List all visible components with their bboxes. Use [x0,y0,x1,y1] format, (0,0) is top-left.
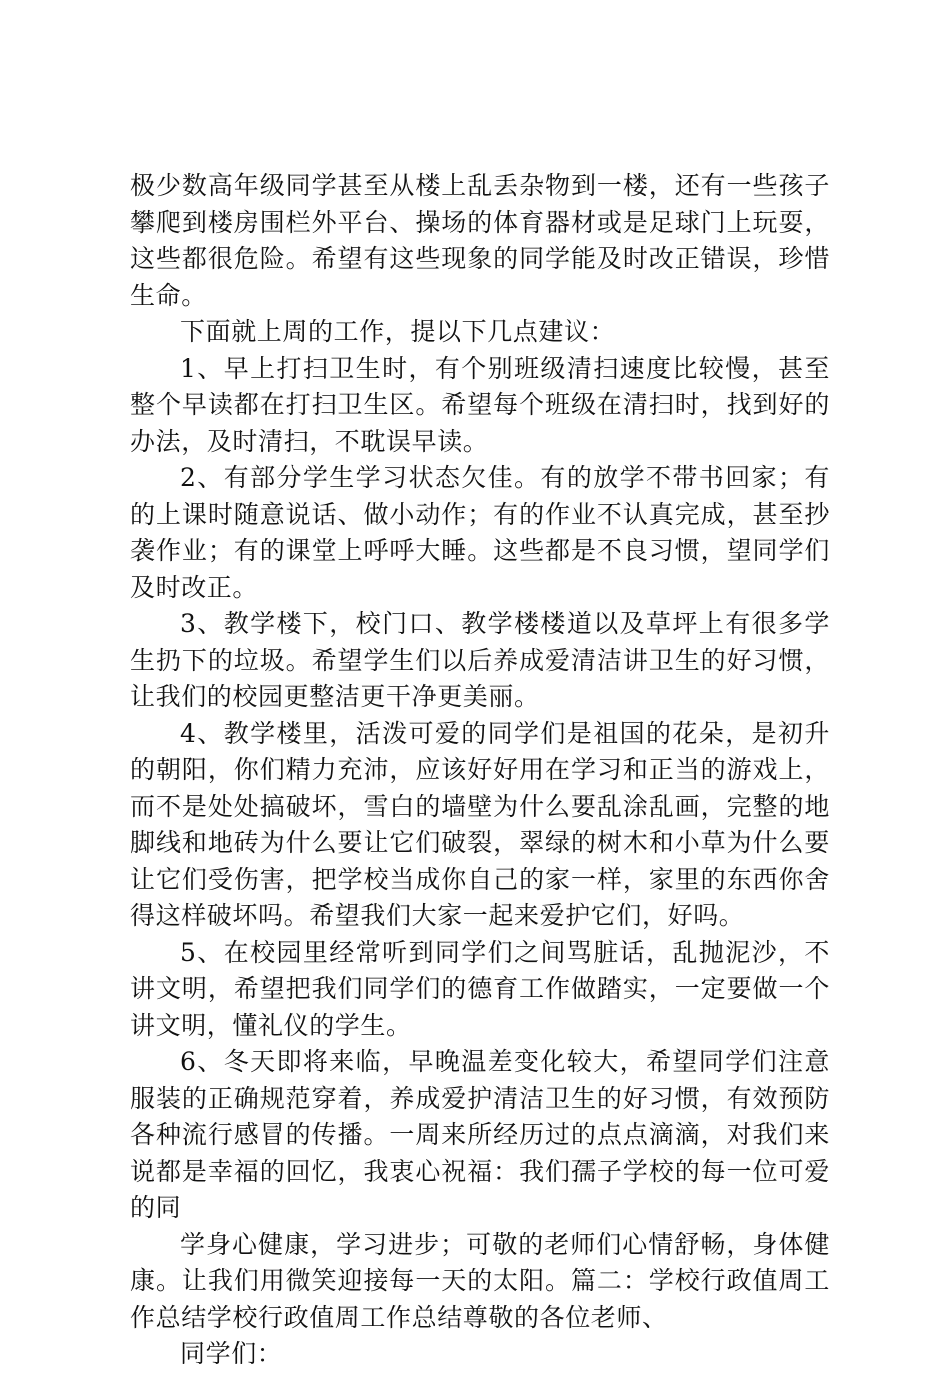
paragraph-suggestion-3: 3、教学楼下，校门口、教学楼楼道以及草坪上有很多学生扔下的垃圾。希望学生们以后养成爱清洁讲卫生的好习惯，让我们的校园更整洁更干净更美丽。 [130,609,830,711]
paragraph-suggestion-2: 2、有部分学生学习状态欠佳。有的放学不带书回家；有的上课时随意说话、做小动作；有的作业不认真完成，甚至抄袭作业；有的课堂上呼呼大睡。这些都是不良习惯，望同学们及时改正。 [130,463,830,602]
paragraph-suggestion-5: 5、在校园里经常听到同学们之间骂脏话，乱抛泥沙，不讲文明，希望把我们同学们的德育工作做踏实，一定要做一个讲文明，懂礼仪的学生。 [130,937,830,1040]
paragraph-safety-warning: 极少数高年级同学甚至从楼上乱丢杂物到一楼，还有一些孩子攀爬到楼房围栏外平台、操场的体育器材或是足球门上玩耍，这些都很危险。希望有这些现象的同学能及时改正错误，珍惜生命。 [130,171,830,310]
paragraph-suggestion-6: 6、冬天即将来临，早晚温差变化较大，希望同学们注意服装的正确规范穿着，养成爱护清洁卫生的好习惯，有效预防各种流行感冒的传播。一周来所经历过的点点滴滴，对我们来说都是幸福的回忆，我衷心祝福：我们孺子学校的每一位可爱的同 [130,1047,830,1222]
paragraph-salutation: 同学们： [180,1339,283,1368]
document-body [130,168,830,1373]
paragraph-suggestion-4: 4、教学楼里，活泼可爱的同学们是祖国的花朵，是初升的朝阳，你们精力充沛，应该好好用在学习和正当的游戏上，而不是处处搞破坏，雪白的墙壁为什么要乱涂乱画，完整的地脚线和地砖为什么要让它们破裂，翠绿的树木和小草为什么要让它们受伤害，把学校当成你自己的家一样，家里的东西你舍得这样破坏吗。希望我们大家一起来爱护它们，好吗。 [130,718,830,930]
paragraph-closing: 学身心健康，学习进步；可敬的老师们心情舒畅，身体健康。让我们用微笑迎接每一天的太阳。篇二：学校行政值周工作总结学校行政值周工作总结尊敬的各位老师、 [130,1229,830,1332]
paragraph-suggestion-1: 1、早上打扫卫生时，有个别班级清扫速度比较慢，甚至整个早读都在打扫卫生区。希望每个班级在清扫时，找到好的办法，及时清扫，不耽误早读。 [130,353,830,456]
paragraph-suggestions-intro: 下面就上周的工作，提以下几点建议： [180,317,616,346]
